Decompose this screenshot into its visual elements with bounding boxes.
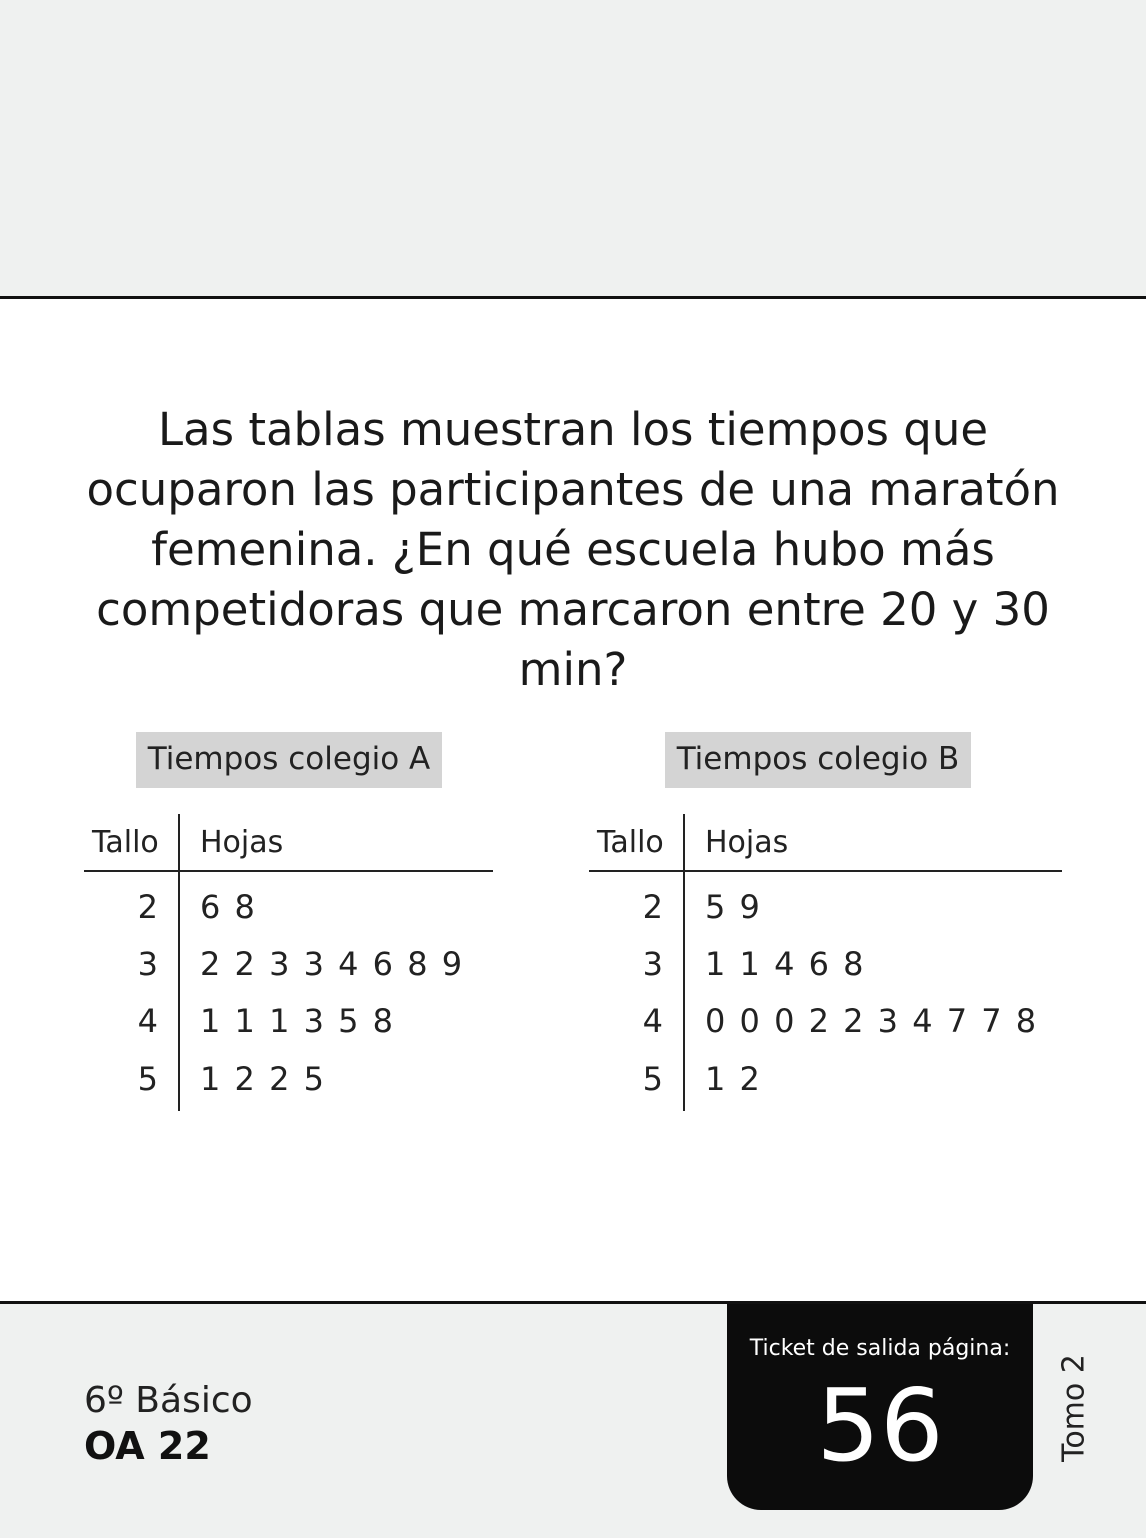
leaf-values: 1 2 2 5: [200, 1060, 326, 1098]
stem-value: 3: [642, 945, 663, 983]
stem-value: 4: [642, 1002, 663, 1040]
tomo-label: Tomo 2: [1056, 1354, 1092, 1462]
leaf-header: Hojas: [705, 825, 789, 860]
stem-value: 5: [137, 1060, 158, 1098]
header-divider: [84, 870, 493, 872]
top-band: [0, 0, 1146, 299]
stem-header: Tallo: [597, 825, 664, 860]
stem-value: 3: [137, 945, 158, 983]
table-title: Tiempos colegio B: [665, 732, 971, 788]
grade-label: 6º Básico: [84, 1380, 253, 1421]
oa-label: OA 22: [84, 1424, 211, 1468]
stem-value: 2: [137, 888, 158, 926]
question-text: Las tablas muestran los tiempos que ocuparon las participantes de una maratón femenina. ¿En qué escuela hubo más competidoras que marcaron entre 20 y 30 min?: [86, 403, 1060, 696]
leaf-values: 5 9: [705, 888, 762, 926]
table-title: Tiempos colegio A: [136, 732, 442, 788]
leaf-values: 1 1 1 3 5 8: [200, 1002, 396, 1040]
ticket-label: Ticket de salida página:: [749, 1336, 1011, 1361]
leaf-values: 6 8: [200, 888, 257, 926]
leaf-values: 0 0 0 2 2 3 4 7 7 8: [705, 1002, 1039, 1040]
leaf-values: 1 1 4 6 8: [705, 945, 866, 983]
leaf-values: 1 2: [705, 1060, 762, 1098]
stem-header: Tallo: [92, 825, 159, 860]
exit-ticket-box: [727, 1304, 1033, 1510]
header-divider: [589, 870, 1062, 872]
stem-divider: [683, 814, 685, 1111]
stem-divider: [178, 814, 180, 1111]
ticket-page-number: 56: [816, 1367, 944, 1484]
stem-value: 2: [642, 888, 663, 926]
stem-value: 4: [137, 1002, 158, 1040]
stem-value: 5: [642, 1060, 663, 1098]
leaf-values: 2 2 3 3 4 6 8 9: [200, 945, 465, 983]
leaf-header: Hojas: [200, 825, 284, 860]
